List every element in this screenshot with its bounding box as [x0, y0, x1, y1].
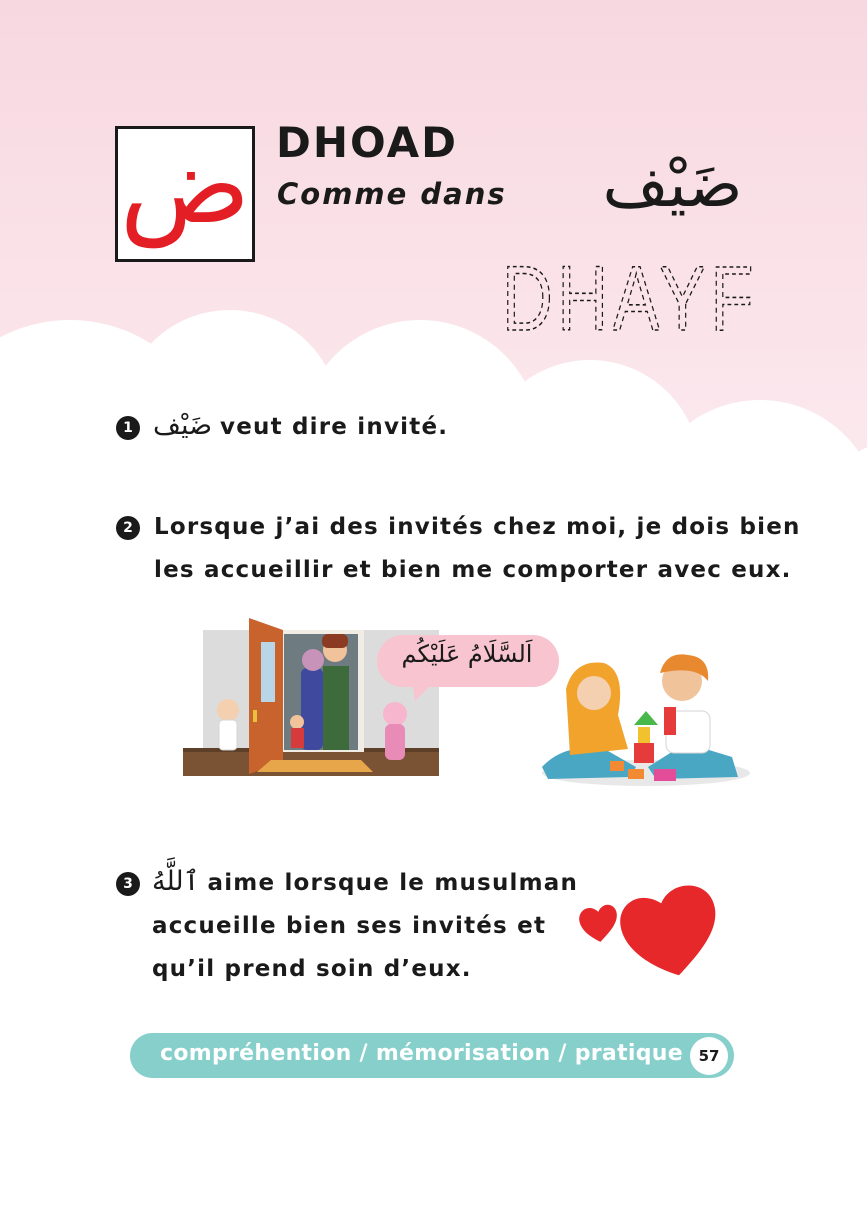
item-2-line-2: les accueillir et bien me comporter avec eux. [154, 557, 792, 583]
arabic-letter: ض [119, 123, 251, 248]
letter-name: DHOAD [276, 118, 458, 167]
item-2 [154, 506, 801, 592]
item-number-3: 3 [116, 872, 140, 896]
heart-icon [576, 872, 726, 982]
item-3-line-3: qu’il prend soin d’eux. [152, 956, 472, 982]
footer-label: compréhention / mémorisation / pratique [160, 1041, 683, 1066]
children-playing-illustration [536, 645, 754, 790]
item-1-text: veut dire invité. [220, 414, 449, 440]
speech-bubble-text: اَلسَّلَامُ عَلَيْكُم [401, 640, 533, 668]
item-number-1: 1 [116, 416, 140, 440]
comme-dans-label: Comme dans [277, 177, 507, 211]
transliteration-text: DHAYF [502, 248, 758, 350]
item-3-line-1 [152, 860, 578, 905]
item-1 [153, 404, 448, 449]
example-word-arabic: ضَيْف [602, 148, 743, 222]
transliteration-tracing [500, 248, 762, 350]
letter-card [115, 123, 255, 262]
item-3-line-1-text: aime lorsque le musulman [207, 870, 579, 896]
item-3-arabic: ٱللَّهُ [152, 866, 200, 897]
item-number-2: 2 [116, 516, 140, 540]
item-3 [152, 860, 578, 991]
item-3-line-2: accueille bien ses invités et [152, 913, 547, 939]
page-number: 57 [690, 1037, 728, 1075]
item-1-arabic: ضَيْف [153, 410, 213, 441]
item-2-line-1: Lorsque j’ai des invités chez moi, je dois bien [154, 514, 801, 540]
